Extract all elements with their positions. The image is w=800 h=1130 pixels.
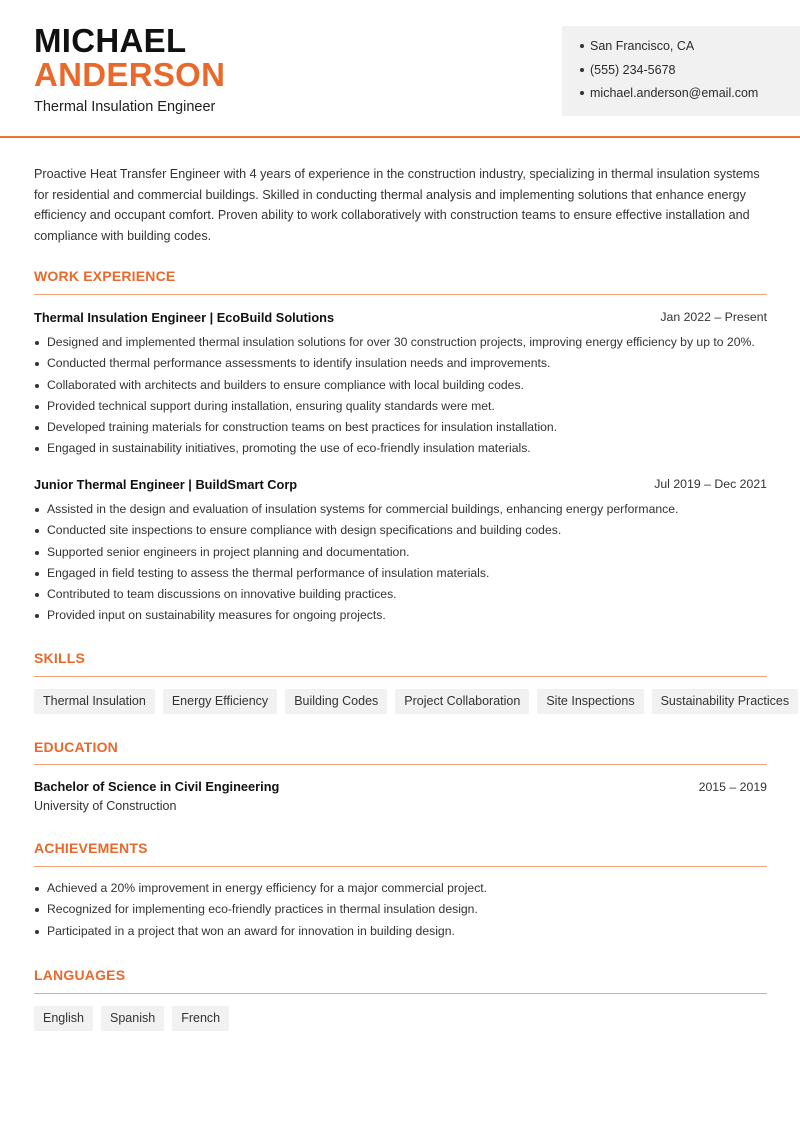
phone-text: (555) 234-5678 xyxy=(590,62,676,77)
skills-heading: SKILLS xyxy=(34,650,85,666)
first-name: MICHAEL xyxy=(34,22,187,59)
degree: Bachelor of Science in Civil Engineering xyxy=(34,779,280,794)
achievements-heading: ACHIEVEMENTS xyxy=(34,840,148,856)
summary-paragraph: Proactive Heat Transfer Engineer with 4 years of experience in the construction industry, specializing in thermal insulation systems for residential and commercial buildings. Skilled in conducting thermal analysis and implementing solutions that enhance energy efficiency and occupant comfort. Proven ability to work collaboratively with construction teams to ensure effective installation and compliance with building codes. xyxy=(34,167,760,244)
list-item: Assisted in the design and evaluation of insulation systems for commercial buildings, enhancing energy performance. xyxy=(34,499,774,520)
list-item: Engaged in field testing to assess the thermal performance of insulation materials. xyxy=(34,563,774,584)
work-experience-heading: WORK EXPERIENCE xyxy=(34,268,176,284)
language-chip: English xyxy=(34,1006,93,1031)
skill-chip: Energy Efficiency xyxy=(163,689,277,714)
school: University of Construction xyxy=(34,799,177,813)
languages-heading: LANGUAGES xyxy=(34,967,126,983)
skill-chip: Site Inspections xyxy=(537,689,643,714)
last-name: ANDERSON xyxy=(34,56,226,93)
education-dates: 2015 – 2019 xyxy=(698,780,767,794)
job-role: Thermal Insulation Engineer | EcoBuild Solutions xyxy=(34,310,335,325)
language-chips xyxy=(34,1006,229,1031)
job-dates: Jul 2019 – Dec 2021 xyxy=(654,477,767,491)
list-item: Achieved a 20% improvement in energy efficiency for a major commercial project. xyxy=(34,878,774,899)
language-chip: French xyxy=(172,1006,229,1031)
skill-chip: Project Collaboration xyxy=(395,689,529,714)
section-divider xyxy=(34,866,767,867)
section-divider xyxy=(34,764,767,765)
contact-email xyxy=(580,85,800,109)
list-item: Contributed to team discussions on innovative building practices. xyxy=(34,584,774,605)
achievements-list xyxy=(34,878,774,942)
skill-chip: Sustainability Practices xyxy=(652,689,799,714)
list-item: Recognized for implementing eco-friendly practices in thermal insulation design. xyxy=(34,899,774,920)
job-bullets xyxy=(34,332,774,460)
section-divider xyxy=(34,294,767,295)
list-item: Provided technical support during installation, ensuring quality standards were met. xyxy=(34,396,774,417)
list-item: Conducted thermal performance assessments to identify insulation needs and improvements. xyxy=(34,353,774,374)
skill-chip: Thermal Insulation xyxy=(34,689,155,714)
language-chip: Spanish xyxy=(101,1006,164,1031)
bullet-icon xyxy=(580,91,584,95)
job-header xyxy=(34,477,767,492)
location-text: San Francisco, CA xyxy=(590,39,695,53)
job-title: Thermal Insulation Engineer xyxy=(34,99,216,115)
job-bullets xyxy=(34,499,774,627)
list-item: Provided input on sustainability measures for ongoing projects. xyxy=(34,605,774,626)
list-item: Participated in a project that won an award for innovation in building design. xyxy=(34,921,774,942)
skill-chip: Building Codes xyxy=(285,689,387,714)
contact-phone xyxy=(580,62,800,86)
job-dates: Jan 2022 – Present xyxy=(660,310,767,324)
bullet-icon xyxy=(580,44,584,48)
education-heading: EDUCATION xyxy=(34,739,118,755)
contact-box xyxy=(562,26,800,116)
section-divider xyxy=(34,676,767,677)
list-item: Designed and implemented thermal insulation solutions for over 30 construction projects, improving energy efficiency by up to 20%. xyxy=(34,332,774,353)
list-item: Developed training materials for construction teams on best practices for insulation installation. xyxy=(34,417,774,438)
resume-header xyxy=(0,0,800,138)
bullet-icon xyxy=(580,68,584,72)
email-link[interactable]: michael.anderson@email.com xyxy=(590,86,759,100)
job-role: Junior Thermal Engineer | BuildSmart Corp xyxy=(34,477,298,492)
list-item: Engaged in sustainability initiatives, promoting the use of eco-friendly insulation materials. xyxy=(34,438,774,459)
skills-chips xyxy=(34,689,798,714)
list-item: Collaborated with architects and builders to ensure compliance with local building codes. xyxy=(34,375,774,396)
contact-location xyxy=(580,38,800,62)
job-header xyxy=(34,310,767,325)
list-item: Conducted site inspections to ensure compliance with design specifications and building codes. xyxy=(34,520,774,541)
list-item: Supported senior engineers in project planning and documentation. xyxy=(34,542,774,563)
section-divider xyxy=(34,993,767,994)
